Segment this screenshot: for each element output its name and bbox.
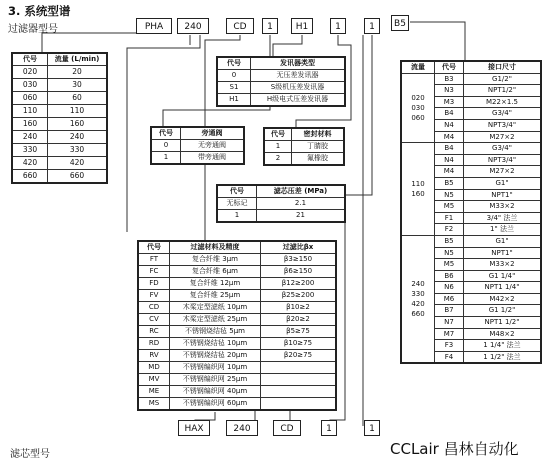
bypass-table-header: 代号 <box>151 127 181 140</box>
media-row <box>138 278 336 290</box>
seal-row-cell: 丁腈胶 <box>292 141 345 153</box>
seal-row-cell: 1 <box>264 141 292 153</box>
flow-row-cell: 330 <box>12 144 48 157</box>
seal-row-cell: 氟橡胶 <box>292 153 345 166</box>
bypass-row <box>151 152 244 165</box>
media-table-header: 过滤比βx <box>261 241 337 254</box>
connection-flow-group: 020 030 060 <box>401 73 435 143</box>
media-row-cell: 不锈钢编织网 40μm <box>170 386 261 398</box>
signal-table-header: 发讯器类型 <box>251 57 346 70</box>
media-row-cell: 不锈钢编织网 25μm <box>170 374 261 386</box>
flow-row-cell: 110 <box>48 105 108 118</box>
flow-row-cell: 240 <box>48 131 108 144</box>
flow-row <box>12 118 107 131</box>
media-row-cell <box>261 398 337 411</box>
connection-cell: G1" <box>464 235 542 247</box>
connection-row <box>401 235 541 247</box>
flow-row-cell: 660 <box>12 170 48 184</box>
flow-row-cell: 030 <box>12 79 48 92</box>
connection-cell: G1/2" <box>464 73 542 85</box>
element-code-pressure: 1 <box>364 420 380 436</box>
pressure-row-cell: 无标记 <box>217 198 257 210</box>
signal-row <box>217 82 345 94</box>
media-row <box>138 326 336 338</box>
media-row-cell: 复合纤维 25μm <box>170 290 261 302</box>
pressure-row <box>217 198 345 210</box>
connection-cell: B5 <box>435 177 464 189</box>
flow-row-cell: 420 <box>12 157 48 170</box>
connection-table-header: 流量 <box>401 61 435 73</box>
flow-row <box>12 66 107 79</box>
pressure-row <box>217 210 345 223</box>
flow-table-header: 流量 (L/min) <box>48 53 108 66</box>
model-code-signal: H1 <box>291 18 313 34</box>
model-code-media: CD <box>226 18 254 34</box>
brand-text: CCLair 昌林自动化 <box>390 440 519 458</box>
element-code-seal: 1 <box>321 420 337 436</box>
flow-row <box>12 79 107 92</box>
filter-media-table <box>137 240 337 411</box>
flow-row-cell: 060 <box>12 92 48 105</box>
seal-row <box>264 141 344 153</box>
flow-row <box>12 131 107 144</box>
connection-cell: NPT1 1/4" <box>464 282 542 294</box>
media-row-cell: β20≥2 <box>261 314 337 326</box>
media-table-header: 过滤材料及精度 <box>170 241 261 254</box>
flow-table <box>11 52 108 184</box>
media-row-cell: 不锈钢编织网 60μm <box>170 398 261 411</box>
connection-cell: M27×2 <box>464 166 542 178</box>
flow-row-cell: 60 <box>48 92 108 105</box>
media-row-cell: 木桨定型滤纸 10μm <box>170 302 261 314</box>
media-row-cell: FC <box>138 266 170 278</box>
connection-cell: B4 <box>435 143 464 155</box>
element-code-series: HAX <box>178 420 210 436</box>
connection-cell: M42×2 <box>464 293 542 305</box>
media-row-cell: 复合纤维 12μm <box>170 278 261 290</box>
media-row-cell: 木桨定型滤纸 25μm <box>170 314 261 326</box>
connection-cell: F4 <box>435 351 464 363</box>
connection-cell: M4 <box>435 166 464 178</box>
signal-row <box>217 94 345 107</box>
media-row-cell: CV <box>138 314 170 326</box>
element-code-flow: 240 <box>226 420 258 436</box>
connection-cell: N4 <box>435 119 464 131</box>
connection-cell: M22×1.5 <box>464 96 542 108</box>
media-row-cell: β5≥75 <box>261 326 337 338</box>
media-row-cell: 不锈钢烧结毡 5μm <box>170 326 261 338</box>
media-row <box>138 362 336 374</box>
connection-row <box>401 143 541 155</box>
pressure-table <box>216 184 346 223</box>
flow-table-header: 代号 <box>12 53 48 66</box>
connection-cell: G1" <box>464 177 542 189</box>
connection-cell: B3 <box>435 73 464 85</box>
media-row-cell: RV <box>138 350 170 362</box>
media-row-cell: β25≥200 <box>261 290 337 302</box>
model-code-flow: 240 <box>177 18 209 34</box>
media-row <box>138 314 336 326</box>
seal-material-table <box>263 127 345 166</box>
connection-cell: M6 <box>435 293 464 305</box>
media-row <box>138 338 336 350</box>
seal-table-header: 密封材料 <box>292 128 345 141</box>
connection-cell: 3/4" 法兰 <box>464 212 542 224</box>
flow-row-cell: 20 <box>48 66 108 79</box>
media-row-cell: MV <box>138 374 170 386</box>
connection-cell: N7 <box>435 317 464 329</box>
connection-cell: M33×2 <box>464 201 542 213</box>
connection-cell: N5 <box>435 189 464 201</box>
media-row-cell: β6≥150 <box>261 266 337 278</box>
media-row-cell <box>261 374 337 386</box>
connection-row <box>401 73 541 85</box>
signal-row-cell: 0 <box>217 70 251 82</box>
pressure-row-cell: 2.1 <box>257 198 346 210</box>
bypass-row-cell: 1 <box>151 152 181 165</box>
connection-cell: G1 1/2" <box>464 305 542 317</box>
media-row-cell: 不锈钢烧结毡 20μm <box>170 350 261 362</box>
media-row <box>138 266 336 278</box>
flow-row-cell: 160 <box>48 118 108 131</box>
media-row-cell: ME <box>138 386 170 398</box>
connection-cell: M5 <box>435 201 464 213</box>
media-row-cell: 不锈钢编织网 10μm <box>170 362 261 374</box>
connection-cell: M4 <box>435 131 464 143</box>
media-row-cell: 复合纤维 3μm <box>170 254 261 266</box>
model-code-seal: 1 <box>330 18 346 34</box>
media-row <box>138 398 336 411</box>
pressure-table-header: 滤芯压差 (MPa) <box>257 185 346 198</box>
seal-row <box>264 153 344 166</box>
media-table-header: 代号 <box>138 241 170 254</box>
model-code-pressure: 1 <box>364 18 380 34</box>
connection-cell: M3 <box>435 96 464 108</box>
flow-row <box>12 157 107 170</box>
connection-cell: N3 <box>435 85 464 97</box>
media-row-cell: FD <box>138 278 170 290</box>
flow-row-cell: 420 <box>48 157 108 170</box>
connection-cell: M7 <box>435 328 464 340</box>
connection-flow-group: 240 330 420 660 <box>401 235 435 363</box>
media-row-cell: FT <box>138 254 170 266</box>
media-row-cell: MD <box>138 362 170 374</box>
bypass-row <box>151 140 244 152</box>
connection-cell: B6 <box>435 270 464 282</box>
flow-row <box>12 105 107 118</box>
connection-cell: 1" 法兰 <box>464 224 542 236</box>
flow-row <box>12 144 107 157</box>
bypass-row-cell: 带旁通阀 <box>181 152 245 165</box>
connection-cell: B7 <box>435 305 464 317</box>
bypass-table-header: 旁通阀 <box>181 127 245 140</box>
pressure-table-header: 代号 <box>217 185 257 198</box>
flow-row-cell: 330 <box>48 144 108 157</box>
bypass-valve-table <box>150 126 245 165</box>
flow-row-cell: 160 <box>12 118 48 131</box>
signal-row-cell: H1 <box>217 94 251 107</box>
filter-model-label: 过滤器型号 <box>8 24 58 35</box>
page-title: 3. 系统型谱 <box>8 4 71 18</box>
media-row <box>138 386 336 398</box>
connection-cell: NPT1" <box>464 189 542 201</box>
connection-cell: F1 <box>435 212 464 224</box>
flow-row <box>12 92 107 105</box>
media-row <box>138 302 336 314</box>
seal-row-cell: 2 <box>264 153 292 166</box>
media-row-cell: β12≥200 <box>261 278 337 290</box>
connection-cell: NPT1" <box>464 247 542 259</box>
connection-cell: NPT1/2" <box>464 85 542 97</box>
media-row-cell: β20≥75 <box>261 350 337 362</box>
connection-cell: B4 <box>435 108 464 120</box>
flow-row-cell: 020 <box>12 66 48 79</box>
signal-row-cell: S1 <box>217 82 251 94</box>
connection-cell: M48×2 <box>464 328 542 340</box>
connection-cell: B5 <box>435 235 464 247</box>
media-row-cell: β10≥75 <box>261 338 337 350</box>
flow-row-cell: 240 <box>12 131 48 144</box>
flow-row-cell: 660 <box>48 170 108 184</box>
bypass-row-cell: 无旁通阀 <box>181 140 245 152</box>
media-row-cell: RC <box>138 326 170 338</box>
media-row-cell: MS <box>138 398 170 411</box>
media-row-cell: 不锈钢烧结毡 10μm <box>170 338 261 350</box>
signal-row-cell: S级机压差发讯器 <box>251 82 346 94</box>
connection-cell: N6 <box>435 282 464 294</box>
flow-row-cell: 30 <box>48 79 108 92</box>
connection-cell: G3/4" <box>464 108 542 120</box>
flow-row <box>12 170 107 184</box>
media-row-cell: 复合纤维 6μm <box>170 266 261 278</box>
signal-table-header: 代号 <box>217 57 251 70</box>
media-row <box>138 374 336 386</box>
bypass-row-cell: 0 <box>151 140 181 152</box>
connection-cell: M27×2 <box>464 131 542 143</box>
signal-row <box>217 70 345 82</box>
media-row <box>138 350 336 362</box>
media-row-cell: β3≥150 <box>261 254 337 266</box>
connection-table-header: 代号 <box>435 61 464 73</box>
connection-cell: F2 <box>435 224 464 236</box>
signal-row-cell: H级电式压差发讯器 <box>251 94 346 107</box>
connection-cell: 1 1/4" 法兰 <box>464 340 542 352</box>
model-code-series: PHA <box>136 18 172 34</box>
seal-table-header: 代号 <box>264 128 292 141</box>
connection-cell: N5 <box>435 247 464 259</box>
media-row-cell: FV <box>138 290 170 302</box>
connection-cell: NPT1 1/2" <box>464 317 542 329</box>
model-code-bypass: 1 <box>262 18 278 34</box>
pressure-row-cell: 1 <box>217 210 257 223</box>
connection-size-table <box>400 60 542 364</box>
media-row-cell: CD <box>138 302 170 314</box>
media-row-cell <box>261 362 337 374</box>
media-row-cell: β10≥2 <box>261 302 337 314</box>
model-code-connection: B5 <box>391 15 409 31</box>
connection-cell: N4 <box>435 154 464 166</box>
signal-indicator-table <box>216 56 346 107</box>
media-row-cell <box>261 386 337 398</box>
connection-cell: F3 <box>435 340 464 352</box>
signal-row-cell: 无压差发讯器 <box>251 70 346 82</box>
connection-cell: M5 <box>435 259 464 271</box>
connection-cell: M33×2 <box>464 259 542 271</box>
media-row <box>138 290 336 302</box>
connection-cell: NPT3/4" <box>464 154 542 166</box>
media-row <box>138 254 336 266</box>
element-model-label: 滤芯型号 <box>10 449 50 460</box>
connection-table-header: 接口尺寸 <box>464 61 542 73</box>
pressure-row-cell: 21 <box>257 210 346 223</box>
connection-cell: 1 1/2" 法兰 <box>464 351 542 363</box>
media-row-cell: RD <box>138 338 170 350</box>
connection-flow-group: 110 160 <box>401 143 435 236</box>
connection-cell: NPT3/4" <box>464 119 542 131</box>
connection-cell: G3/4" <box>464 143 542 155</box>
element-code-media: CD <box>273 420 301 436</box>
flow-row-cell: 110 <box>12 105 48 118</box>
connection-cell: G1 1/4" <box>464 270 542 282</box>
